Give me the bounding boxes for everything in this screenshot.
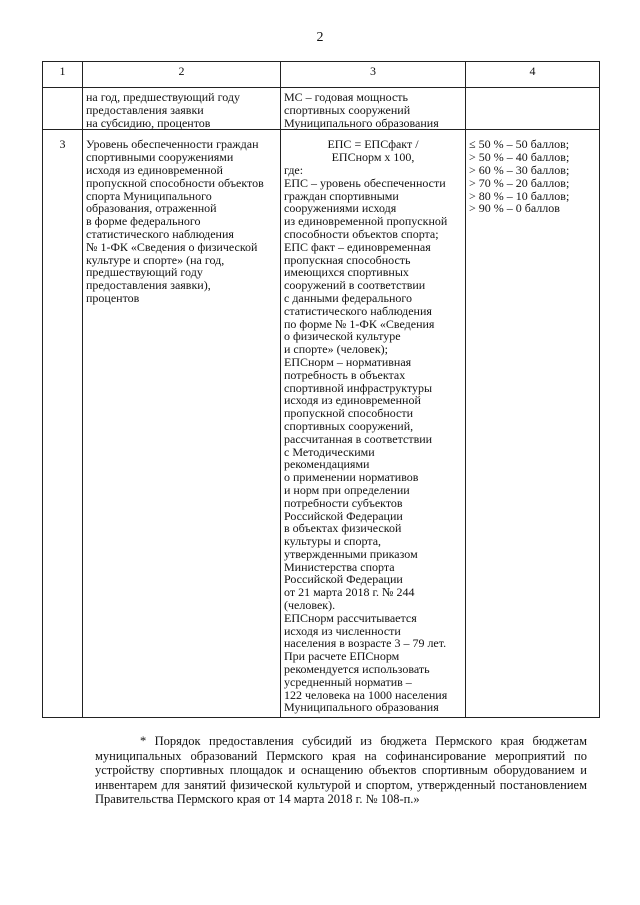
text-line: с данными федерального	[284, 290, 412, 305]
text-line: > 90 % – 0 баллов	[469, 201, 560, 216]
header-cell-4: 4	[466, 62, 600, 88]
text-line: пропускная способность	[284, 252, 411, 267]
text-line: ЕПС факт – единовременная	[284, 239, 431, 254]
text-line: имеющихся спортивных	[284, 265, 409, 280]
text-line: МС – годовая мощность	[284, 90, 409, 104]
formula-explanation	[284, 164, 462, 714]
text-line: При расчете ЕПСнорм	[284, 649, 400, 664]
text-line: предоставления заявки	[86, 102, 204, 117]
continuation-criterion-cell	[83, 88, 281, 130]
text-line: (человек).	[284, 598, 336, 613]
continuation-number-cell	[43, 88, 83, 130]
text-line: исходя из единовременной	[86, 162, 223, 177]
text-line: образования, отраженной	[86, 201, 217, 216]
text-line: Министерства спорта	[284, 559, 395, 574]
text-line: потребность в объектах	[284, 367, 406, 382]
table-row-3	[43, 130, 600, 718]
text-line: на год, предшествующий году	[86, 90, 240, 104]
text-line: ЕПС – уровень обеспеченности	[284, 175, 446, 190]
text-line: о применении нормативов	[284, 470, 419, 485]
text-line: и норм при определении	[284, 482, 410, 497]
text-line: ЕПСнорм – нормативная	[284, 354, 412, 369]
text-line: по форме № 1-ФК «Сведения	[284, 316, 435, 331]
text-line: спортивными сооружениями	[86, 150, 234, 165]
text-line: предоставления заявки),	[86, 278, 211, 293]
header-cell-1: 1	[43, 62, 83, 88]
formula-cell	[281, 130, 466, 718]
formula-line: ЕПС = ЕПСфакт /	[327, 137, 419, 152]
text-line: Российской Федерации	[284, 508, 403, 523]
text-line: Уровень обеспеченности граждан	[86, 137, 259, 152]
text-line: пропускной способности объектов	[86, 175, 264, 190]
text-line: потребности субъектов	[284, 495, 403, 510]
text-line: процентов	[86, 290, 140, 305]
text-line: на субсидию, процентов	[86, 115, 211, 130]
footnote	[95, 734, 587, 807]
text-line: № 1-ФК «Сведения о физической	[86, 239, 258, 254]
text-line: предшествующий году	[86, 265, 203, 280]
text-line: спортивных сооружений,	[284, 418, 414, 433]
text-line: спорта Муниципального	[86, 188, 212, 203]
text-line: исходя из единовременной	[284, 393, 421, 408]
text-line: в объектах физической	[284, 521, 402, 536]
text-line: статистического наблюдения	[86, 226, 234, 241]
text-line: Муниципального образования	[284, 115, 439, 130]
text-line: > 50 % – 40 баллов;	[469, 150, 570, 165]
table-row-continuation	[43, 88, 600, 130]
points-cell	[466, 130, 600, 718]
text-line: культуры и спорта,	[284, 534, 382, 549]
text-line: сооружений в соответствии	[284, 278, 426, 293]
text-line: от 21 марта 2018 г. № 244	[284, 585, 415, 600]
text-line: граждан спортивными	[284, 188, 399, 203]
text-line: культуре и спорте» (на год,	[86, 252, 225, 267]
text-line: 122 человека на 1000 населения	[284, 687, 448, 702]
criteria-table	[42, 61, 600, 718]
text-line: Российской Федерации	[284, 572, 403, 587]
header-cell-3: 3	[281, 62, 466, 88]
text-line: > 70 % – 20 баллов;	[469, 175, 570, 190]
text-line: в форме федерального	[86, 214, 201, 229]
row-number-cell: 3	[43, 130, 83, 718]
header-cell-2: 2	[83, 62, 281, 88]
text-line: рекомендуется использовать	[284, 662, 430, 677]
text-line: из единовременной пропускной	[284, 214, 448, 229]
page-number: 2	[316, 30, 324, 45]
table-header-row	[43, 62, 600, 88]
text-line: рекомендациями	[284, 457, 370, 472]
text-line: Муниципального образования	[284, 700, 439, 715]
text-line: статистического наблюдения	[284, 303, 432, 318]
formula-line: ЕПСнорм х 100,	[331, 150, 415, 165]
text-line: усредненный норматив –	[284, 674, 412, 689]
text-line: рассчитанная в соответствии	[284, 431, 433, 446]
criterion-cell	[83, 130, 281, 718]
text-line: пропускной способности	[284, 406, 414, 421]
text-line: > 60 % – 30 баллов;	[469, 162, 570, 177]
text-line: и спорте» (человек);	[284, 342, 389, 357]
formula	[284, 138, 462, 164]
text-line: > 80 % – 10 баллов;	[469, 188, 570, 203]
continuation-formula-cell	[281, 88, 466, 130]
text-line: ЕПСнорм рассчитывается	[284, 610, 417, 625]
text-line: о физической культуре	[284, 329, 401, 344]
text-line: где:	[284, 162, 304, 177]
text-line: спортивной инфраструктуры	[284, 380, 433, 395]
text-line: способности объектов спорта;	[284, 226, 439, 241]
text-line: исходя из численности	[284, 623, 401, 638]
text-line: с Методическими	[284, 444, 375, 459]
continuation-points-cell	[466, 88, 600, 130]
text-line: утвержденными приказом	[284, 546, 418, 561]
footnote-text: * Порядок предоставления субсидий из бюджета Пермского края бюджетам муниципальных образований Пермского края на софинансирование мероприятий по устройству спортивных площадок и оснащению объектов спортивным оборудованием и инвентарем для занятий физической культурой и спортом, утвержденный постановлением Правительства Пермского края от 14 марта 2018 г. № 108-п.»	[95, 734, 587, 807]
text-line: ≤ 50 % – 50 баллов;	[469, 137, 570, 152]
text-line: спортивных сооружений	[284, 102, 411, 117]
text-line: сооружениями исходя	[284, 201, 397, 216]
text-line: населения в возрасте 3 – 79 лет.	[284, 636, 447, 651]
